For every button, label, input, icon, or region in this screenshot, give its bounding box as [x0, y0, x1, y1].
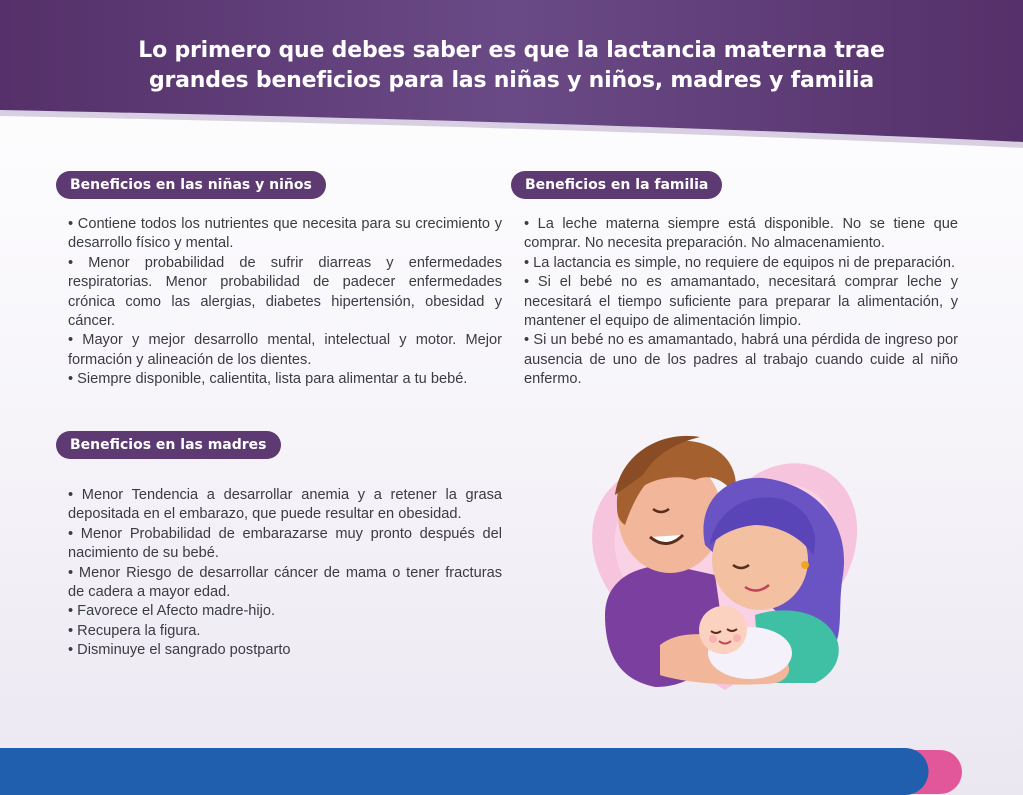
footer-background: [0, 745, 1023, 795]
list-item: • La leche materna siempre está disponible. No se tiene que comprar. No necesita preparación. No almacenamiento.: [524, 216, 958, 252]
list-item: • Contiene todos los nutrientes que necesita para su crecimiento y desarrollo físico y mental.: [68, 216, 502, 252]
list-item: • Favorece el Afecto madre-hijo.: [68, 603, 276, 620]
baby-head: [699, 606, 747, 654]
list-item: • Menor probabilidad de sufrir diarreas y enfermedades respiratorias. Menor probabilidad de padecer enfermedades crónica como las alergias, diabetes hipertensión, obesidad y cáncer.: [68, 254, 502, 330]
section-title-children: Beneficios en las niñas y niños: [56, 171, 326, 199]
list-item: • Siempre disponible, calientita, lista para alimentar a tu bebé.: [68, 371, 468, 388]
family-illustration: [575, 425, 865, 700]
page-title-line-2: grandes beneficios para las niñas y niños, madres y familia: [148, 68, 875, 93]
children-benefits-list: [68, 215, 502, 390]
page-title: [0, 36, 1023, 96]
section-title-family: Beneficios en la familia: [511, 171, 722, 199]
list-item: • Disminuye el sangrado postparto: [68, 642, 291, 659]
list-item: • Recupera la figura.: [68, 622, 201, 639]
list-item: • Menor Riesgo de desarrollar cáncer de mama o tener fracturas de cadera a mayor edad.: [68, 564, 502, 601]
list-item: • Mayor y mejor desarrollo mental, intelectual y motor. Mejor formación y alineación de los dientes.: [68, 332, 502, 368]
section-title-mothers: Beneficios en las madres: [56, 431, 281, 459]
mothers-benefits-list: [68, 486, 502, 661]
family-hug-illustration: [575, 425, 865, 700]
family-benefits-list: [524, 215, 958, 390]
list-item: • Menor Probabilidad de embarazarse muy pronto después del nacimiento de su bebé.: [68, 525, 502, 562]
list-item: • Si un bebé no es amamantado, habrá una pérdida de ingreso por ausencia de uno de los padres al trabajo cuando cuide al niño enfermo.: [524, 332, 958, 388]
list-item: • Menor Tendencia a desarrollar anemia y a retener la grasa depositada en el embarazo, que puede resultar en obesidad.: [68, 487, 502, 523]
list-item: • Si el bebé no es amamantado, necesitará comprar leche y necesitará el tiempo suficiente para preparar la alimentación, y mantener el equipo de alimentación limpio.: [524, 274, 958, 330]
page-title-line-1: Lo primero que debes saber es que la lactancia materna trae: [138, 38, 885, 63]
list-item: • La lactancia es simple, no requiere de equipos ni de preparación.: [524, 254, 956, 271]
header-banner: [0, 0, 1023, 150]
footer-band: [0, 745, 1023, 795]
